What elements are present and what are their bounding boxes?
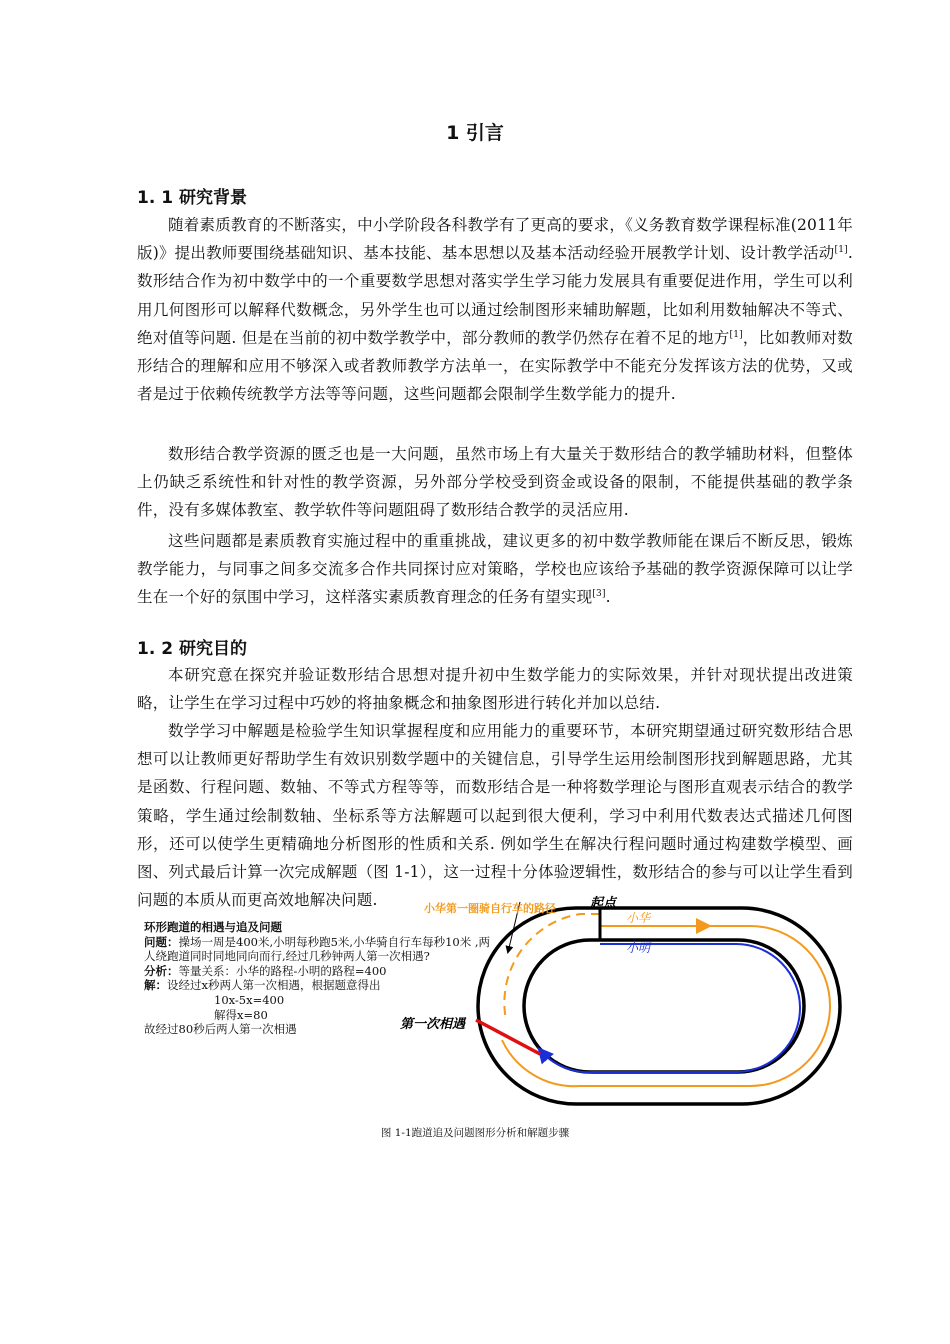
solution-label: 解： bbox=[144, 978, 167, 993]
equation-result: 解得x=80 bbox=[214, 1007, 268, 1022]
figure-problem-title: 环形跑道的相遇与追及问题 bbox=[144, 920, 282, 934]
problem-text: 操场一周是400米,小明每秒跑5米,小华骑自行车每秒10米 ,两人绕跑道同时同地同向而行,经过几秒钟两人第一次相遇? bbox=[144, 934, 491, 964]
equation: 10x-5x=400 bbox=[214, 992, 285, 1007]
analysis-text: 等量关系：小华的路程-小明的路程=400 bbox=[178, 963, 387, 978]
xiaohua-path bbox=[502, 926, 830, 1086]
start-label: 起点 bbox=[590, 896, 617, 911]
paragraph-purpose-2: 数学学习中解题是检验学生知识掌握程度和应用能力的重要环节，本研究期望通过研究数形结合思想可以让教师更好帮助学生有效识别数学题中的关键信息，引导学生运用绘制图形找到解题思路，尤其是函数、行程问题、数轴、不等式方程等等，而数形结合是一种将数学理论与图形直观表示结合的教学策略，学生通过绘制数轴、坐标系等方法解题可以起到很大便利，学习中利用代数表达式描述几何图形，还可以使学生更精确地分析图形的性质和关系. 例如学生在解决行程问题时通过构建数学模型、画图、列式最后计算一次完成解题（图 1-1），这一过程十分体验逻辑性，数形结合的参与可以让学生看到问题的本质从而更高效地解决问题. bbox=[137, 722, 853, 910]
path-label: 小华第一圈骑自行车的路径 bbox=[424, 902, 556, 915]
citation: [1] bbox=[729, 329, 743, 340]
paragraph-text: . bbox=[605, 588, 611, 607]
paragraph-text: 这些问题都是素质教育实施过程中的重重挑战，建议更多的初中数学教师能在课后不断反思，锻炼教学能力，与同事之间多交流多合作共同探讨应对策略，学校也应该给予基础的教学资源保障可以让学生在一个好的氛围中学习，这样落实素质教育理念的任务有望实现 bbox=[137, 532, 853, 607]
paragraph-text: ，比如教师对数形结合的理解和应用不够深入或者教师教学方法单一，在实际教学中不能充分发挥该方法的优势，又或者是过于依赖传统教学方法等等问题，这些问题都会限制学生数学能力的提升. bbox=[137, 328, 853, 404]
citation: [1] bbox=[834, 245, 848, 256]
paragraph-purpose-1: 本研究意在探究并验证数形结合思想对提升初中生数学能力的实际效果，并针对现状提出改进策略，让学生在学习过程中巧妙的将抽象概念和抽象图形进行转化并加以总结. bbox=[137, 666, 853, 713]
figure-caption: 图 1-1跑道追及问题图形分析和解题步骤 bbox=[380, 1127, 570, 1139]
paragraph-background-2: 数形结合教学资源的匮乏也是一大问题，虽然市场上有大量关于数形结合的教学辅助材料，但整体上仍缺乏系统性和针对性的教学资源，另外部分学校受到资金或设备的限制，不能提供基础的教学条件，没有多媒体教室、教学软件等问题阻碍了数形结合教学的灵活应用. bbox=[137, 445, 853, 520]
citation: [3] bbox=[592, 589, 606, 600]
xiaohua-label: 小华 bbox=[626, 911, 651, 925]
paragraph-text: . 数形结合作为初中数学中的一个重要数学思想对落实学生学习能力发展具有重要促进作用，学生可以利用几何图形可以解释代数概念，另外学生也可以通过绘制图形来辅助解题，比如利用数轴解决不等式、绝对值等问题. 但是在当前的初中数学教学中，部分教师的教学仍然存在着不足的地方 bbox=[137, 244, 853, 347]
page-title: 1 引言 bbox=[446, 122, 504, 144]
track-diagram bbox=[390, 890, 870, 1120]
paragraph-background-3 bbox=[137, 527, 853, 612]
xiaohua-dashed-path bbox=[504, 914, 600, 1020]
conclusion: 故经过80秒后两人第一次相遇 bbox=[144, 1022, 297, 1037]
track-inner-boundary bbox=[524, 940, 804, 1072]
meet-label: 第一次相遇 bbox=[400, 1017, 466, 1032]
paragraph-background-1 bbox=[137, 211, 853, 408]
solution-text: 设经过x秒两人第一次相遇，根据题意得出 bbox=[167, 978, 381, 993]
paragraph-text: 随着素质教育的不断落实，中小学阶段各科教学有了更高的要求，《义务教育数学课程标准(2011年版)》提出教师要围绕基础知识、基本技能、基本思想以及基本活动经验开展教学计划、设计教学活动 bbox=[137, 216, 853, 263]
xiaoming-path bbox=[540, 944, 800, 1072]
problem-label: 问题： bbox=[144, 934, 179, 949]
section-heading-background: 1. 1 研究背景 bbox=[137, 188, 247, 208]
analysis-label: 分析： bbox=[144, 963, 179, 978]
xiaoming-label: 小明 bbox=[626, 941, 651, 955]
section-heading-purpose: 1. 2 研究目的 bbox=[137, 639, 247, 659]
